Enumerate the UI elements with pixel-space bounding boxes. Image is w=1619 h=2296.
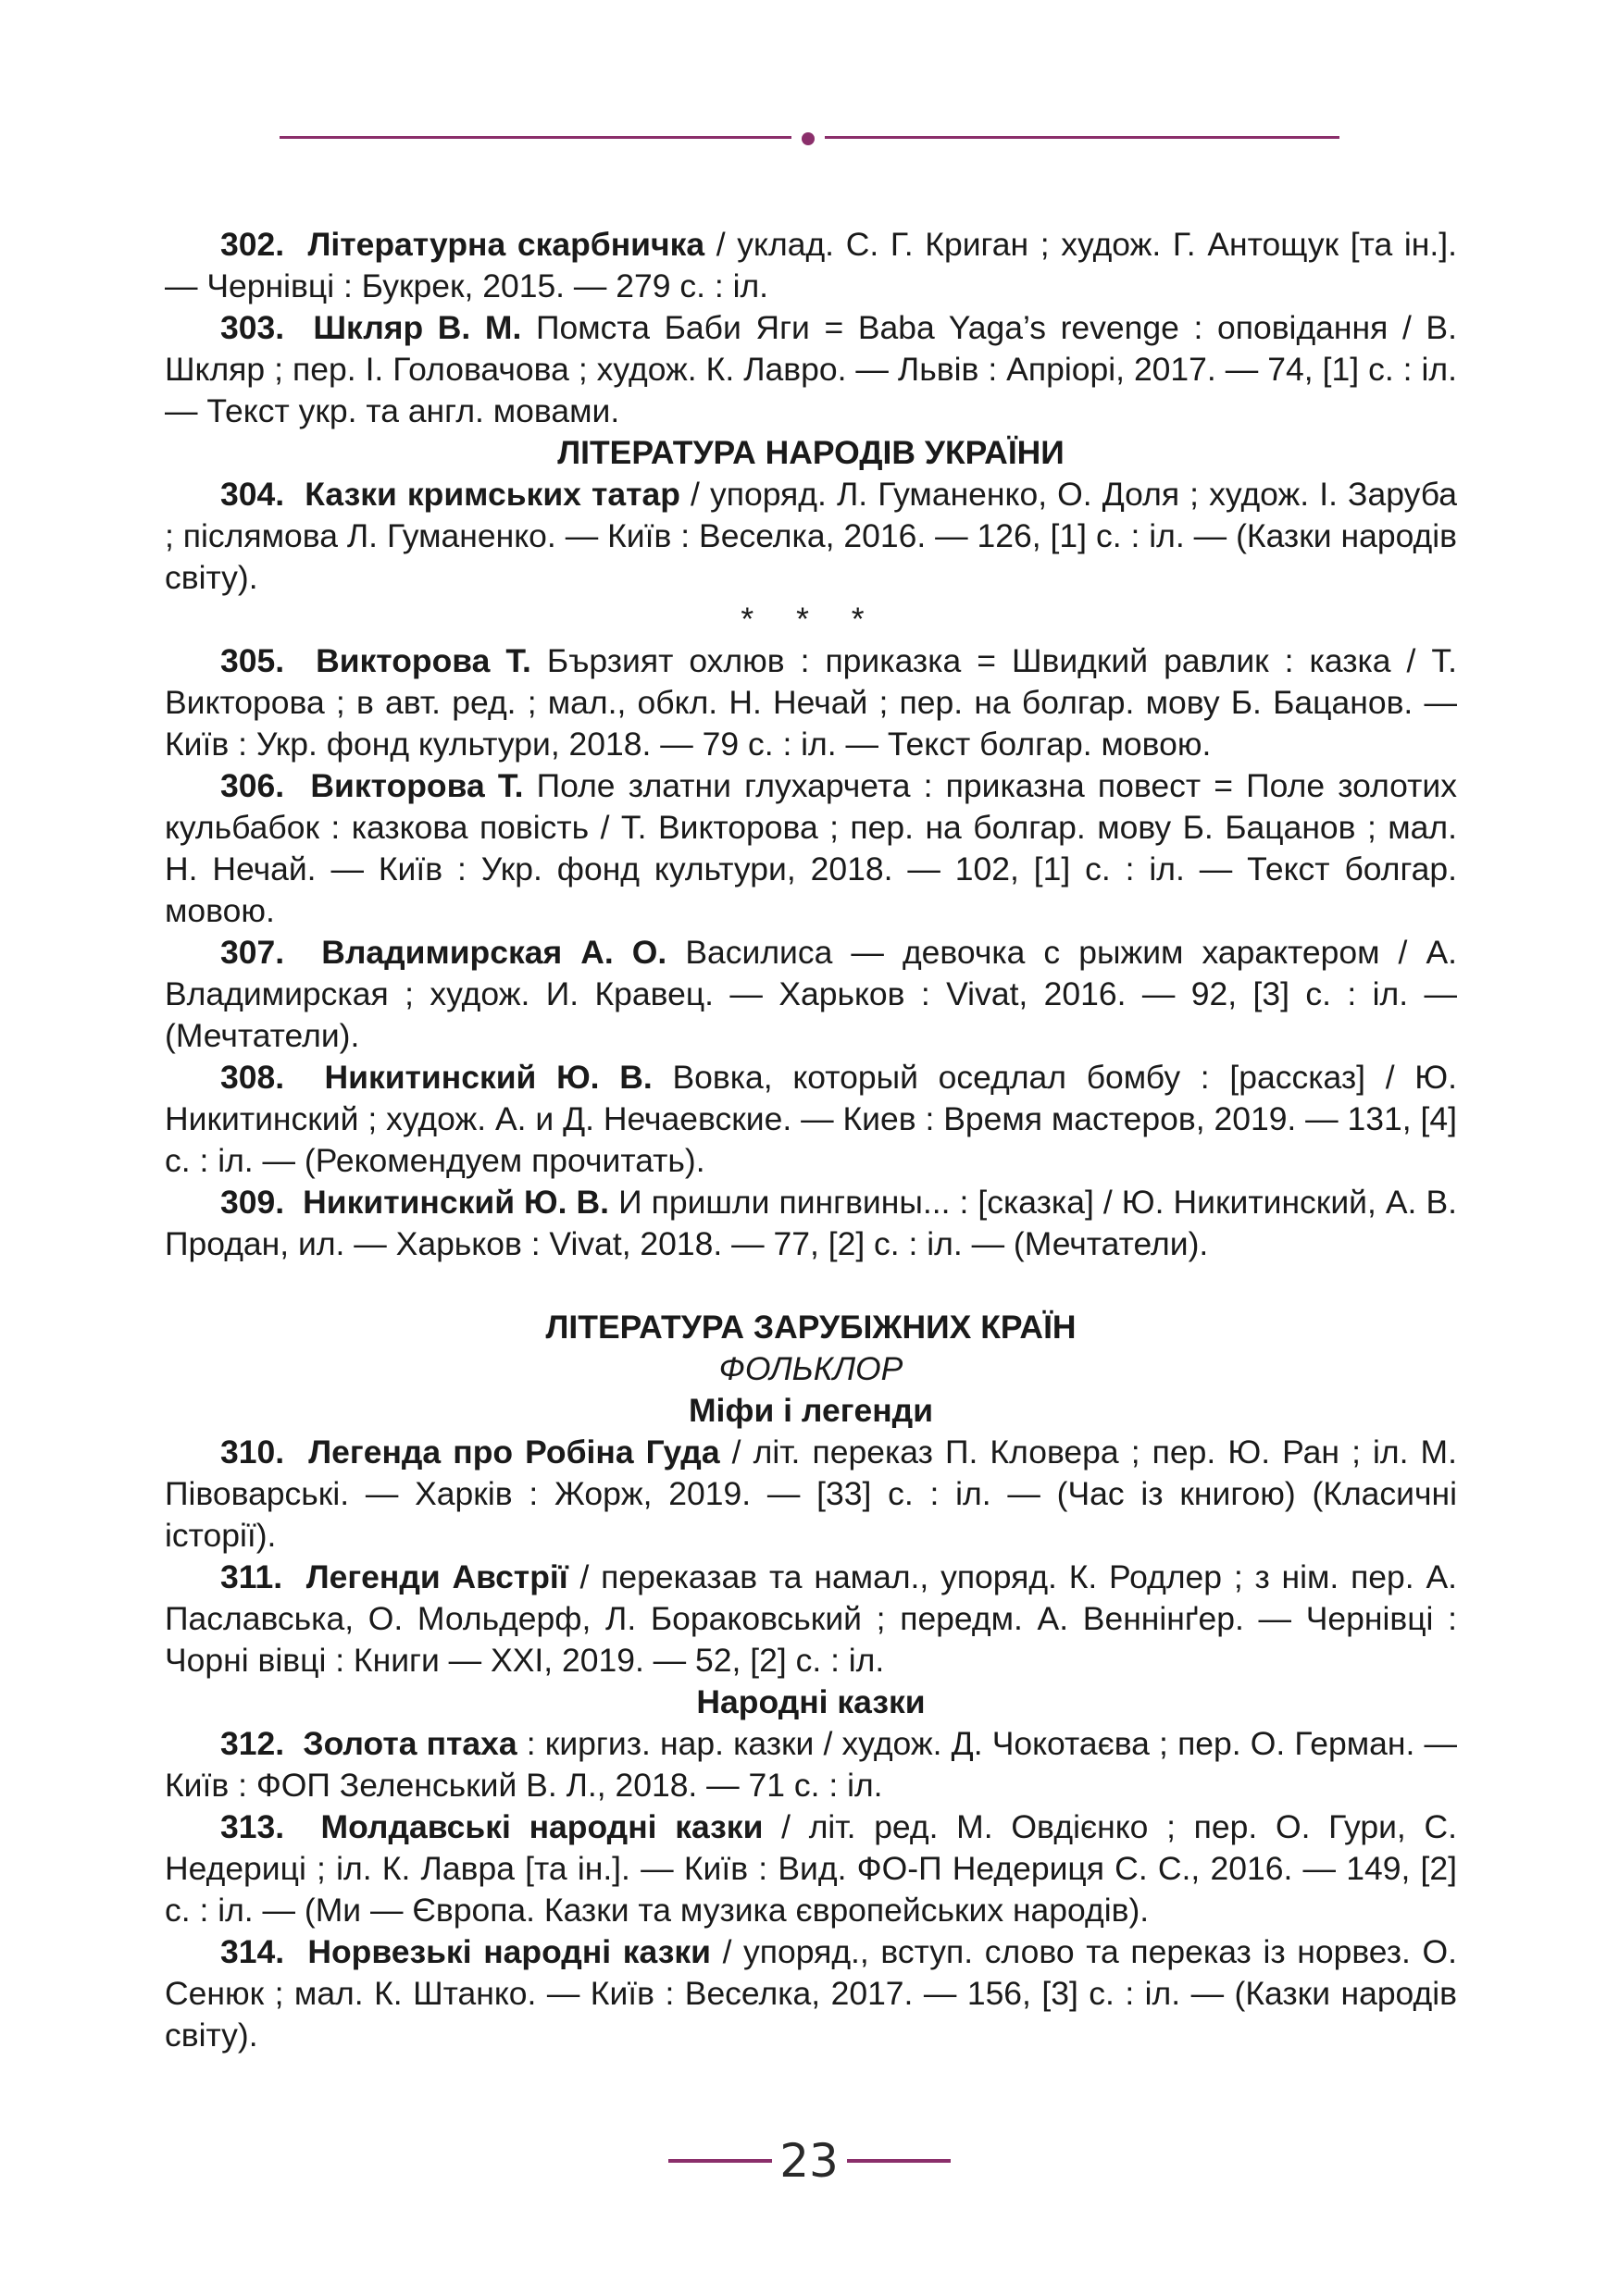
entry-author: Золота птаха	[303, 1725, 517, 1762]
entry-number: 314.	[220, 1933, 285, 1970]
entry-314	[165, 1931, 1457, 2056]
entry-number: 304.	[220, 476, 285, 513]
entry-312	[165, 1723, 1457, 1806]
entry-author: Викторова Т.	[316, 642, 531, 679]
entry-text: / літ. переказ П. Кловера ; пер. Ю. Ран ; іл. М. Півоварські. — Харків : Жорж, 2019. — [33] с. : іл. — (Час із книгою) (Класичні історії).	[165, 1433, 1457, 1554]
footer-left-line	[668, 2159, 772, 2163]
entry-number: 313.	[220, 1808, 285, 1845]
bibliography-content	[165, 224, 1457, 2056]
entry-author: Шкляр В. М.	[313, 309, 522, 346]
entry-number: 309.	[220, 1184, 285, 1221]
subsection-heading-folklore: ФОЛЬКЛОР	[718, 1350, 903, 1387]
entry-text: / упоряд. Л. Гуманенко, О. Доля ; худож. І. Заруба ; післямова Л. Гуманенко. — Київ : Веселка, 2016. — 126, [1] с. : іл. — (Казки народів світу).	[165, 476, 1457, 596]
entry-number: 308.	[220, 1059, 285, 1096]
section-heading-peoples-ukraine: ЛІТЕРАТУРА НАРОДІВ УКРАЇНИ	[557, 434, 1065, 471]
entry-310	[165, 1432, 1457, 1557]
entry-number: 311.	[220, 1558, 283, 1595]
entry-number: 312.	[220, 1725, 285, 1762]
entry-307	[165, 932, 1457, 1057]
top-decorative-rule	[0, 132, 1619, 143]
entry-author: Молдавські народні казки	[320, 1808, 764, 1845]
page-footer	[0, 2133, 1619, 2189]
entry-number: 307.	[220, 934, 285, 971]
top-rule-left-line	[280, 136, 791, 139]
entry-author: Никитинский Ю. В.	[324, 1059, 653, 1096]
entry-text: / уклад. С. Г. Криган ; худож. Г. Антощук [та ін.]. — Чернівці : Букрек, 2015. — 279 с. : іл.	[165, 226, 1457, 304]
footer-right-line	[847, 2159, 951, 2163]
entry-text: И пришли пингвины... : [сказка] / Ю. Никитинский, А. В. Продан, ил. — Харьков : Vivat, 2018. — 77, [2] с. : іл. — (Мечтатели).	[165, 1184, 1457, 1262]
entry-number: 310.	[220, 1433, 285, 1471]
entry-author: Норвезькі народні казки	[307, 1933, 711, 1970]
entry-author: Літературна скарбничка	[307, 226, 705, 263]
entry-text: / літ. ред. М. Овдієнко ; пер. О. Гури, С. Недериці ; іл. К. Лавра [та ін.]. — Київ : Вид. ФО-П Недериця С. С., 2016. — 149, [2] с. : іл. — (Ми — Європа. Казки та музика європейських народів).	[165, 1808, 1458, 1929]
entry-author: Викторова Т.	[310, 767, 524, 804]
entry-313	[165, 1806, 1457, 1931]
entry-author: Владимирская А. О.	[321, 934, 667, 971]
entry-302	[165, 224, 1457, 307]
entry-author: Казки кримських татар	[305, 476, 680, 513]
entry-text: Бързият охлюв : приказка = Швидкий равлик : казка / Т. Викторова ; в авт. ред. ; мал., обкл. Н. Нечай ; пер. на болгар. мову Б. Бацанов. — Київ : Укр. фонд культури, 2018. — 79 с. : іл. — Текст болгар. мовою.	[165, 642, 1457, 763]
subsection-heading-folk-tales: Народні казки	[696, 1683, 926, 1720]
page-number: 23	[779, 2134, 839, 2188]
entry-306	[165, 765, 1457, 932]
entry-304	[165, 474, 1457, 599]
entry-text: : киргиз. нар. казки / худож. Д. Чокотаєва ; пер. О. Герман. — Київ : ФОП Зеленський В. Л., 2018. — 71 с. : іл.	[165, 1725, 1457, 1804]
entry-text: / переказав та намал., упоряд. К. Родлер ; з нім. пер. А. Паславська, О. Мольдерф, Л. Бораковський ; передм. А. Веннінґер. — Чернівці : Чорні вівці : Книги — ХХІ, 2019. — 52, [2] с. : іл.	[165, 1558, 1457, 1679]
entry-number: 306.	[220, 767, 285, 804]
entry-author: Никитинский Ю. В.	[303, 1184, 610, 1221]
entry-308	[165, 1057, 1457, 1182]
entry-309	[165, 1182, 1457, 1265]
subsection-heading-myths: Міфи і легенди	[688, 1392, 934, 1429]
section-heading-foreign: ЛІТЕРАТУРА ЗАРУБІЖНИХ КРАЇН	[545, 1309, 1077, 1346]
entry-text: Помста Баби Яги = Baba Yaga’s revenge : оповідання / В. Шкляр ; пер. І. Головачова ; худож. К. Лавро. — Львів : Апріорі, 2017. — 74, [1] с. : іл. — Текст укр. та англ. мовами.	[165, 309, 1457, 429]
top-rule-dot	[802, 132, 815, 145]
entry-author: Легенди Австрії	[305, 1558, 568, 1595]
entry-text: Василиса — девочка с рыжим характером / А. Владимирская ; худож. И. Кравец. — Харьков : Vivat, 2016. — 92, [3] с. : іл. — (Мечтатели).	[165, 934, 1457, 1054]
entry-305	[165, 640, 1457, 765]
section-separator-stars: * * *	[741, 601, 881, 638]
entry-number: 302.	[220, 226, 285, 263]
entry-311	[165, 1557, 1457, 1682]
entry-author: Легенда про Робіна Гуда	[308, 1433, 720, 1471]
entry-text: Вовка, который оседлал бомбу : [рассказ] / Ю. Никитинский ; худож. А. и Д. Нечаевские. — Киев : Время мастеров, 2019. — 131, [4] с. : іл. — (Рекомендуем прочитать).	[165, 1059, 1457, 1179]
top-rule-right-line	[825, 136, 1339, 139]
entry-text: / упоряд., вступ. слово та переказ із норвез. О. Сенюк ; мал. К. Штанко. — Київ : Веселка, 2017. — 156, [3] с. : іл. — (Казки народів світу).	[165, 1933, 1457, 2054]
entry-text: Поле златни глухарчета : приказна повест = Поле золотих кульбабок : казкова повість / Т. Викторова ; пер. на болгар. мову Б. Бацанов ; мал. Н. Нечай. — Київ : Укр. фонд культури, 2018. — 102, [1] с. : іл. — Текст болгар. мовою.	[165, 767, 1457, 929]
entry-number: 305.	[220, 642, 285, 679]
entry-number: 303.	[220, 309, 285, 346]
entry-303	[165, 307, 1457, 432]
